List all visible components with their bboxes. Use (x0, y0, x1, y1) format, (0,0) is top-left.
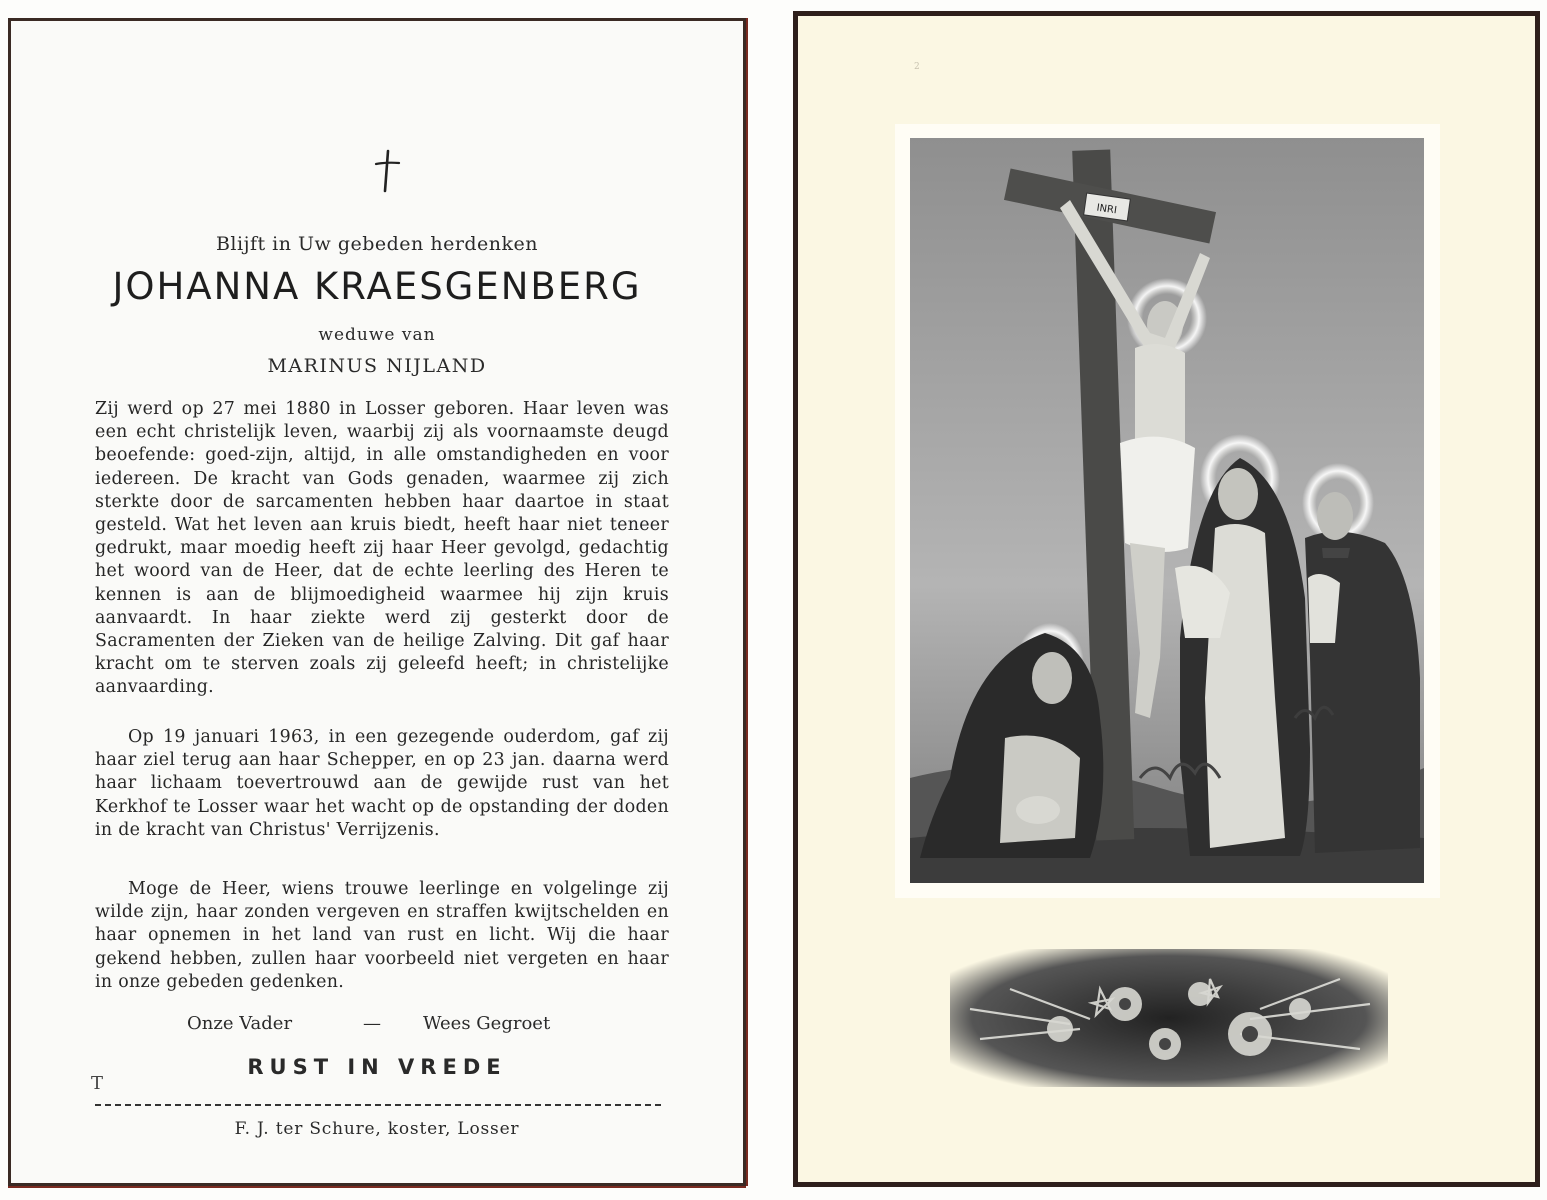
prayer-separator: — (363, 1013, 381, 1034)
paragraph-text: Moge de Heer, wiens trouwe leerlinge en volgelinge zij wilde zijn, haar zonden vergeven en straffen kwijtschelden en haar opnemen in het land van rust en licht. Wij die haar gekend hebben, zullen haar voorbeeld niet vergeten en haar in onze gebeden gedenken. (95, 879, 669, 992)
death-paragraph (95, 726, 669, 842)
widow-of-label: weduwe van (318, 325, 436, 345)
rest-in-peace: RUST IN VREDE (247, 1055, 507, 1079)
biography-paragraph (95, 398, 669, 700)
flower-ornament-image (950, 949, 1388, 1087)
cross-icon (371, 149, 403, 193)
husband-name: MARINUS NIJLAND (267, 355, 487, 377)
printer-credit: F. J. ter Schure, koster, Losser (234, 1119, 520, 1139)
corner-mark: 2 (914, 62, 920, 72)
crucifixion-image (910, 138, 1424, 883)
paragraph-text: Zij werd op 27 mei 1880 in Losser geboren. Haar leven was een echt christelijk leven, waarbij zij als voornaamste deugd beoefende: goed-zijn, altijd, in alle omstandigheden en voor iedereen. De kracht van Gods genaden, waarmee zij zich sterkte door de sarcamenten hebben haar daartoe in staat gesteld. Wat het leven aan kruis biedt, heeft haar niet teneer gedrukt, maar moedig heeft zij haar Heer gevolgd, gedachtig het woord van de Heer, dat de echte leerling des Heren te kennen is aan de blijmoedigheid waarmee hij zijn kruis aanvaardt. In haar ziekte werd zij gesterkt door de Sacramenten der Zieken van de heilige Zalving. Dit gaf haar kracht om te sterven zoals zij geleefd heeft; in christelijke aanvaarding. (95, 399, 669, 698)
remembrance-intro: Blijft in Uw gebeden herdenken (215, 233, 539, 255)
deceased-name: JOHANNA KRAESGENBERG (112, 265, 642, 308)
paragraph-text: Op 19 januari 1963, in een gezegende ouderdom, gaf zij haar ziel terug aan haar Schepper, en op 23 jan. daarna werd haar lichaam toevertrouwd aan de gewijde rust van het Kerkhof te Losser waar het wacht op de opstanding der doden in de kracht van Christus' Verrijzenis. (95, 727, 669, 840)
prayer-paragraph (95, 878, 669, 994)
inri-inscription: INRI (1095, 202, 1118, 217)
prayer-onze-vader: Onze Vader (187, 1013, 293, 1034)
printer-mark: T (91, 1073, 104, 1094)
prayer-wees-gegroet: Wees Gegroet (423, 1013, 551, 1034)
memorial-card-image-side (793, 11, 1540, 1187)
divider-rule (95, 1104, 661, 1106)
memorial-card-text-side (8, 18, 746, 1186)
